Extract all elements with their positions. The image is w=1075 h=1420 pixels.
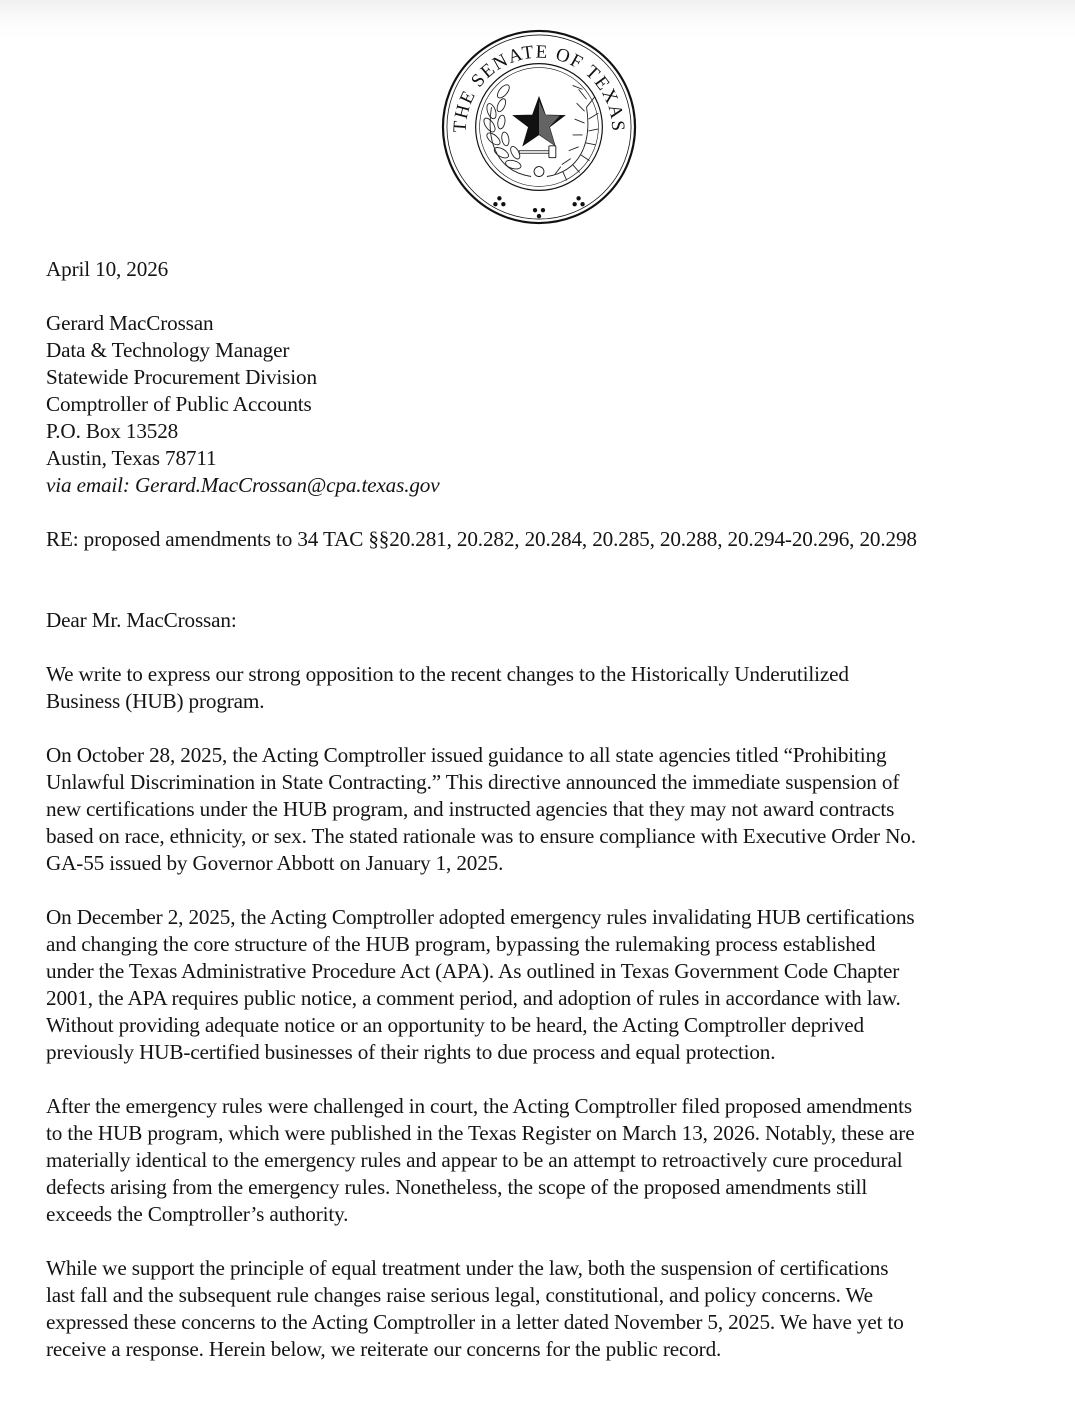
paragraph-line: On December 2, 2025, the Acting Comptroller adopted emergency rules invalidating HUB certifications	[46, 905, 915, 929]
paragraph-5	[46, 1255, 1046, 1363]
paragraph-line: expressed these concerns to the Acting Comptroller in a letter dated November 5, 2025. We have yet to	[46, 1310, 904, 1334]
paragraph-line: new certifications under the HUB program, and instructed agencies that they may not award contracts	[46, 797, 895, 821]
recipient-email-line: via email: Gerard.MacCrossan@cpa.texas.gov	[46, 473, 440, 497]
salutation: Dear Mr. MacCrossan:	[46, 608, 237, 632]
paragraph-line: On October 28, 2025, the Acting Comptroller issued guidance to all state agencies titled “Prohibiting	[46, 743, 887, 767]
texas-senate-seal-icon	[440, 28, 638, 226]
recipient-name: Gerard MacCrossan	[46, 311, 214, 335]
paragraph-line: Unlawful Discrimination in State Contracting.” This directive announced the immediate suspension of	[46, 770, 900, 794]
paragraph-line: last fall and the subsequent rule changes raise serious legal, constitutional, and policy concerns. We	[46, 1283, 873, 1307]
recipient-po-box: P.O. Box 13528	[46, 419, 179, 443]
paragraph-1	[46, 661, 1046, 715]
paragraph-line: based on race, ethnicity, or sex. The stated rationale was to ensure compliance with Executive Order No.	[46, 824, 916, 848]
recipient-city: Austin, Texas 78711	[46, 446, 217, 470]
paragraph-3	[46, 904, 1046, 1066]
paragraph-line: to the HUB program, which were published in the Texas Register on March 13, 2026. Notably, these are	[46, 1121, 915, 1145]
paragraph-line: Without providing adequate notice or an opportunity to be heard, the Acting Comptroller deprived	[46, 1013, 864, 1037]
paragraph-line: materially identical to the emergency rules and appear to be an attempt to retroactively cure procedural	[46, 1148, 903, 1172]
paragraph-2	[46, 742, 1046, 877]
seal-text: THE SENATE OF TEXAS	[449, 41, 629, 134]
paragraph-line: 2001, the APA requires public notice, a comment period, and adoption of rules in accordance with law.	[46, 986, 901, 1010]
recipient-address-block	[46, 310, 1046, 499]
paragraph-line: defects arising from the emergency rules. Nonetheless, the scope of the proposed amendments still	[46, 1175, 868, 1199]
letter-body	[46, 256, 1046, 1363]
letter-date: April 10, 2026	[46, 257, 169, 281]
recipient-division: Statewide Procurement Division	[46, 365, 317, 389]
paragraph-line: receive a response. Herein below, we reiterate our concerns for the public record.	[46, 1337, 722, 1361]
paragraph-line: GA-55 issued by Governor Abbott on January 1, 2025.	[46, 851, 504, 875]
paragraph-line: After the emergency rules were challenged in court, the Acting Comptroller filed proposed amendments	[46, 1094, 912, 1118]
paragraph-4	[46, 1093, 1046, 1228]
paragraph-line: and changing the core structure of the HUB program, bypassing the rulemaking process established	[46, 932, 876, 956]
re-line: RE: proposed amendments to 34 TAC §§20.281, 20.282, 20.284, 20.285, 20.288, 20.294-20.296, 20.298	[46, 527, 917, 551]
paragraph-line: Business (HUB) program.	[46, 689, 265, 713]
paragraph-line: We write to express our strong opposition to the recent changes to the Historically Underutilized	[46, 662, 849, 686]
paragraph-line: exceeds the Comptroller’s authority.	[46, 1202, 349, 1226]
recipient-office: Comptroller of Public Accounts	[46, 392, 312, 416]
paragraph-line: under the Texas Administrative Procedure Act (APA). As outlined in Texas Government Code Chapter	[46, 959, 900, 983]
paragraph-line: previously HUB-certified businesses of their rights to due process and equal protection.	[46, 1040, 776, 1064]
recipient-title: Data & Technology Manager	[46, 338, 290, 362]
paragraph-line: While we support the principle of equal treatment under the law, both the suspension of certifications	[46, 1256, 889, 1280]
